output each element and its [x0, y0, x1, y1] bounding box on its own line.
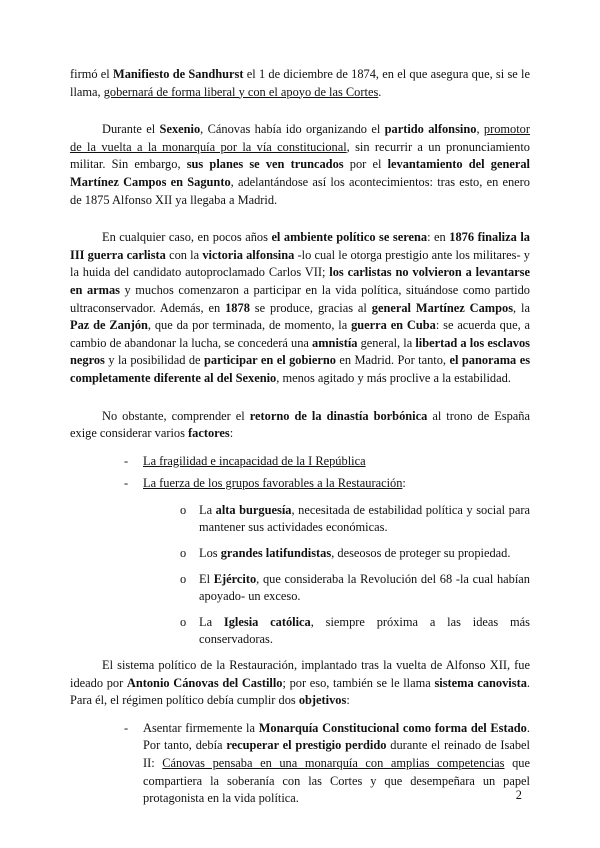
- circle-bullet: o: [180, 546, 187, 561]
- page-number: 2: [515, 788, 522, 802]
- text: No obstante, comprender el: [102, 408, 250, 423]
- bold-text: factores: [188, 426, 230, 441]
- paragraph-sandhurst: [70, 66, 530, 101]
- paragraph-ambiente: [70, 229, 530, 387]
- text: durante el reinado de Isabel II:: [143, 738, 530, 770]
- paragraph-factores: [70, 408, 530, 443]
- list-item: [70, 571, 530, 606]
- bold-text: victoria alfonsina: [202, 247, 295, 262]
- text: , que consideraba la Revolución del 68 -la cual habían apoyado- un exceso.: [199, 571, 530, 604]
- bold-text: Ejército: [213, 571, 257, 586]
- underlined-text: La fuerza de los grupos favorables a la Restauración: [143, 476, 403, 491]
- dash-bullet: -: [124, 720, 129, 735]
- bold-text: guerra en Cuba: [351, 318, 436, 333]
- circle-bullet: o: [180, 502, 187, 517]
- paragraph-sexenio: [70, 121, 530, 209]
- text: por el: [343, 157, 388, 172]
- text: el 1 de diciembre de 1874, en el que asegura que, si se le llama,: [70, 67, 530, 99]
- text: En cualquier caso, en pocos años: [102, 230, 272, 245]
- bold-text: sus planes se ven truncados: [186, 157, 344, 172]
- list-item: [70, 475, 530, 493]
- text: :: [346, 693, 350, 708]
- text: al trono de España exige considerar varios: [70, 408, 530, 441]
- bold-text: levantamiento del general Martínez Campos en Sagunto: [70, 157, 530, 189]
- text: Asentar firmemente la: [143, 720, 259, 735]
- text: en Madrid. Por tanto,: [335, 353, 450, 368]
- text: , la: [513, 300, 530, 315]
- objectives-list: [70, 720, 530, 808]
- bold-text: 1878: [225, 300, 250, 315]
- text: Los: [199, 546, 221, 561]
- bold-text: los carlistas no volvieron a levantarse en armas: [70, 265, 530, 297]
- text: . Por tanto, debía: [143, 720, 530, 753]
- circle-bullet: o: [180, 614, 187, 629]
- bold-text: el ambiente político se serena: [271, 230, 428, 245]
- text: , necesitada de estabilidad política y social para mantener sus actividades económicas.: [199, 502, 530, 535]
- text: -lo cual le otorga prestigio ante los militares- y la huida del candidato autoproclamado Carlos VII;: [70, 247, 530, 280]
- underlined-text: La fragilidad e incapacidad de la I República: [143, 453, 366, 468]
- text: , deseosos de proteger su propiedad.: [331, 546, 511, 561]
- groups-list: [70, 502, 530, 649]
- list-item: [70, 502, 530, 537]
- list-item: [70, 545, 530, 563]
- bold-text: Sexenio: [159, 122, 201, 137]
- bold-text: alta burguesía: [215, 502, 292, 517]
- underlined-text: Cánovas pensaba en una monarquía con amplias competencias: [162, 756, 505, 770]
- list-item: [70, 720, 530, 808]
- circle-bullet: o: [180, 571, 187, 586]
- text: y la posibilidad de: [104, 353, 204, 368]
- text: . Para él, el régimen político debía cumplir dos: [70, 675, 531, 708]
- text: :: [402, 476, 406, 491]
- underlined-text: promotor de la vuelta a la monarquía por la vía constitucional: [70, 122, 531, 154]
- text: El sistema político de la Restauración, implantado tras la vuelta de Alfonso XII, fue ideado por: [70, 658, 530, 690]
- text: firmó el: [70, 67, 113, 81]
- dash-bullet: -: [124, 453, 129, 468]
- bold-text: participar en el gobierno: [204, 353, 336, 368]
- text: .: [378, 84, 382, 99]
- text: , que da por terminada, de momento, la: [147, 318, 352, 333]
- bold-text: objetivos: [298, 693, 347, 708]
- bold-text: el panorama es completamente diferente al del Sexenio: [70, 353, 531, 385]
- text: que compartiera la soberanía con las Cortes y que desempeñara un papel protagonista en la vida política.: [143, 756, 530, 806]
- text: ; por eso, también se le llama: [282, 675, 435, 690]
- text: y muchos comenzaron a participar en la vida política, situándose como partido ultraconservador. Además, en: [70, 282, 530, 315]
- list-item: [70, 453, 530, 471]
- bold-text: general Martínez Campos: [371, 300, 514, 315]
- bold-text: sistema canovista: [434, 675, 527, 690]
- text: La: [199, 502, 216, 517]
- bold-text: 1876 finaliza la III guerra carlista: [70, 230, 530, 262]
- text: con la: [165, 247, 203, 262]
- bold-text: grandes latifundistas: [220, 546, 332, 561]
- text: se produce, gracias al: [249, 300, 372, 315]
- dash-bullet: -: [124, 476, 129, 491]
- text: , Cánovas había ido organizando el: [200, 122, 385, 137]
- text: : en: [427, 230, 450, 245]
- bold-text: Manifiesto de Sandhurst: [113, 67, 244, 81]
- underlined-text: gobernará de forma liberal y con el apoyo de las Cortes: [103, 84, 379, 99]
- text: Durante el: [102, 122, 160, 137]
- text: , adelantándose así los acontecimientos: tras esto, en enero de 1875 Alfonso XII ya llegaba a Madrid.: [70, 174, 530, 207]
- text: , menos agitado y más proclive a la estabilidad.: [276, 370, 511, 385]
- document-page: [70, 66, 530, 813]
- bold-text: recuperar el prestigio perdido: [226, 738, 387, 753]
- paragraph-sistema: [70, 657, 530, 710]
- bold-text: libertad a los esclavos negros: [70, 335, 531, 368]
- text: : se acuerda que, a cambio de abandonar la lucha, se concederá una: [70, 318, 531, 350]
- bold-text: Monarquía Constitucional como forma del Estado: [258, 720, 527, 735]
- bold-text: Iglesia católica: [223, 614, 311, 629]
- bold-text: Antonio Cánovas del Castillo: [126, 675, 283, 690]
- text: El: [199, 571, 214, 586]
- text: , siempre próxima a las ideas más conservadoras.: [199, 614, 530, 647]
- text: :: [229, 426, 234, 441]
- bold-text: retorno de la dinastía borbónica: [249, 408, 428, 423]
- text: general, la: [357, 335, 416, 350]
- text: ,: [476, 122, 484, 137]
- bold-text: Paz de Zanjón: [70, 318, 148, 333]
- text: , sin recurrir a un pronunciamiento militar. Sin embargo,: [70, 139, 530, 172]
- factors-list: [70, 453, 530, 493]
- bold-text: amnistía: [312, 335, 358, 350]
- text: La: [199, 614, 224, 629]
- bold-text: partido alfonsino: [384, 122, 477, 137]
- list-item: [70, 614, 530, 649]
